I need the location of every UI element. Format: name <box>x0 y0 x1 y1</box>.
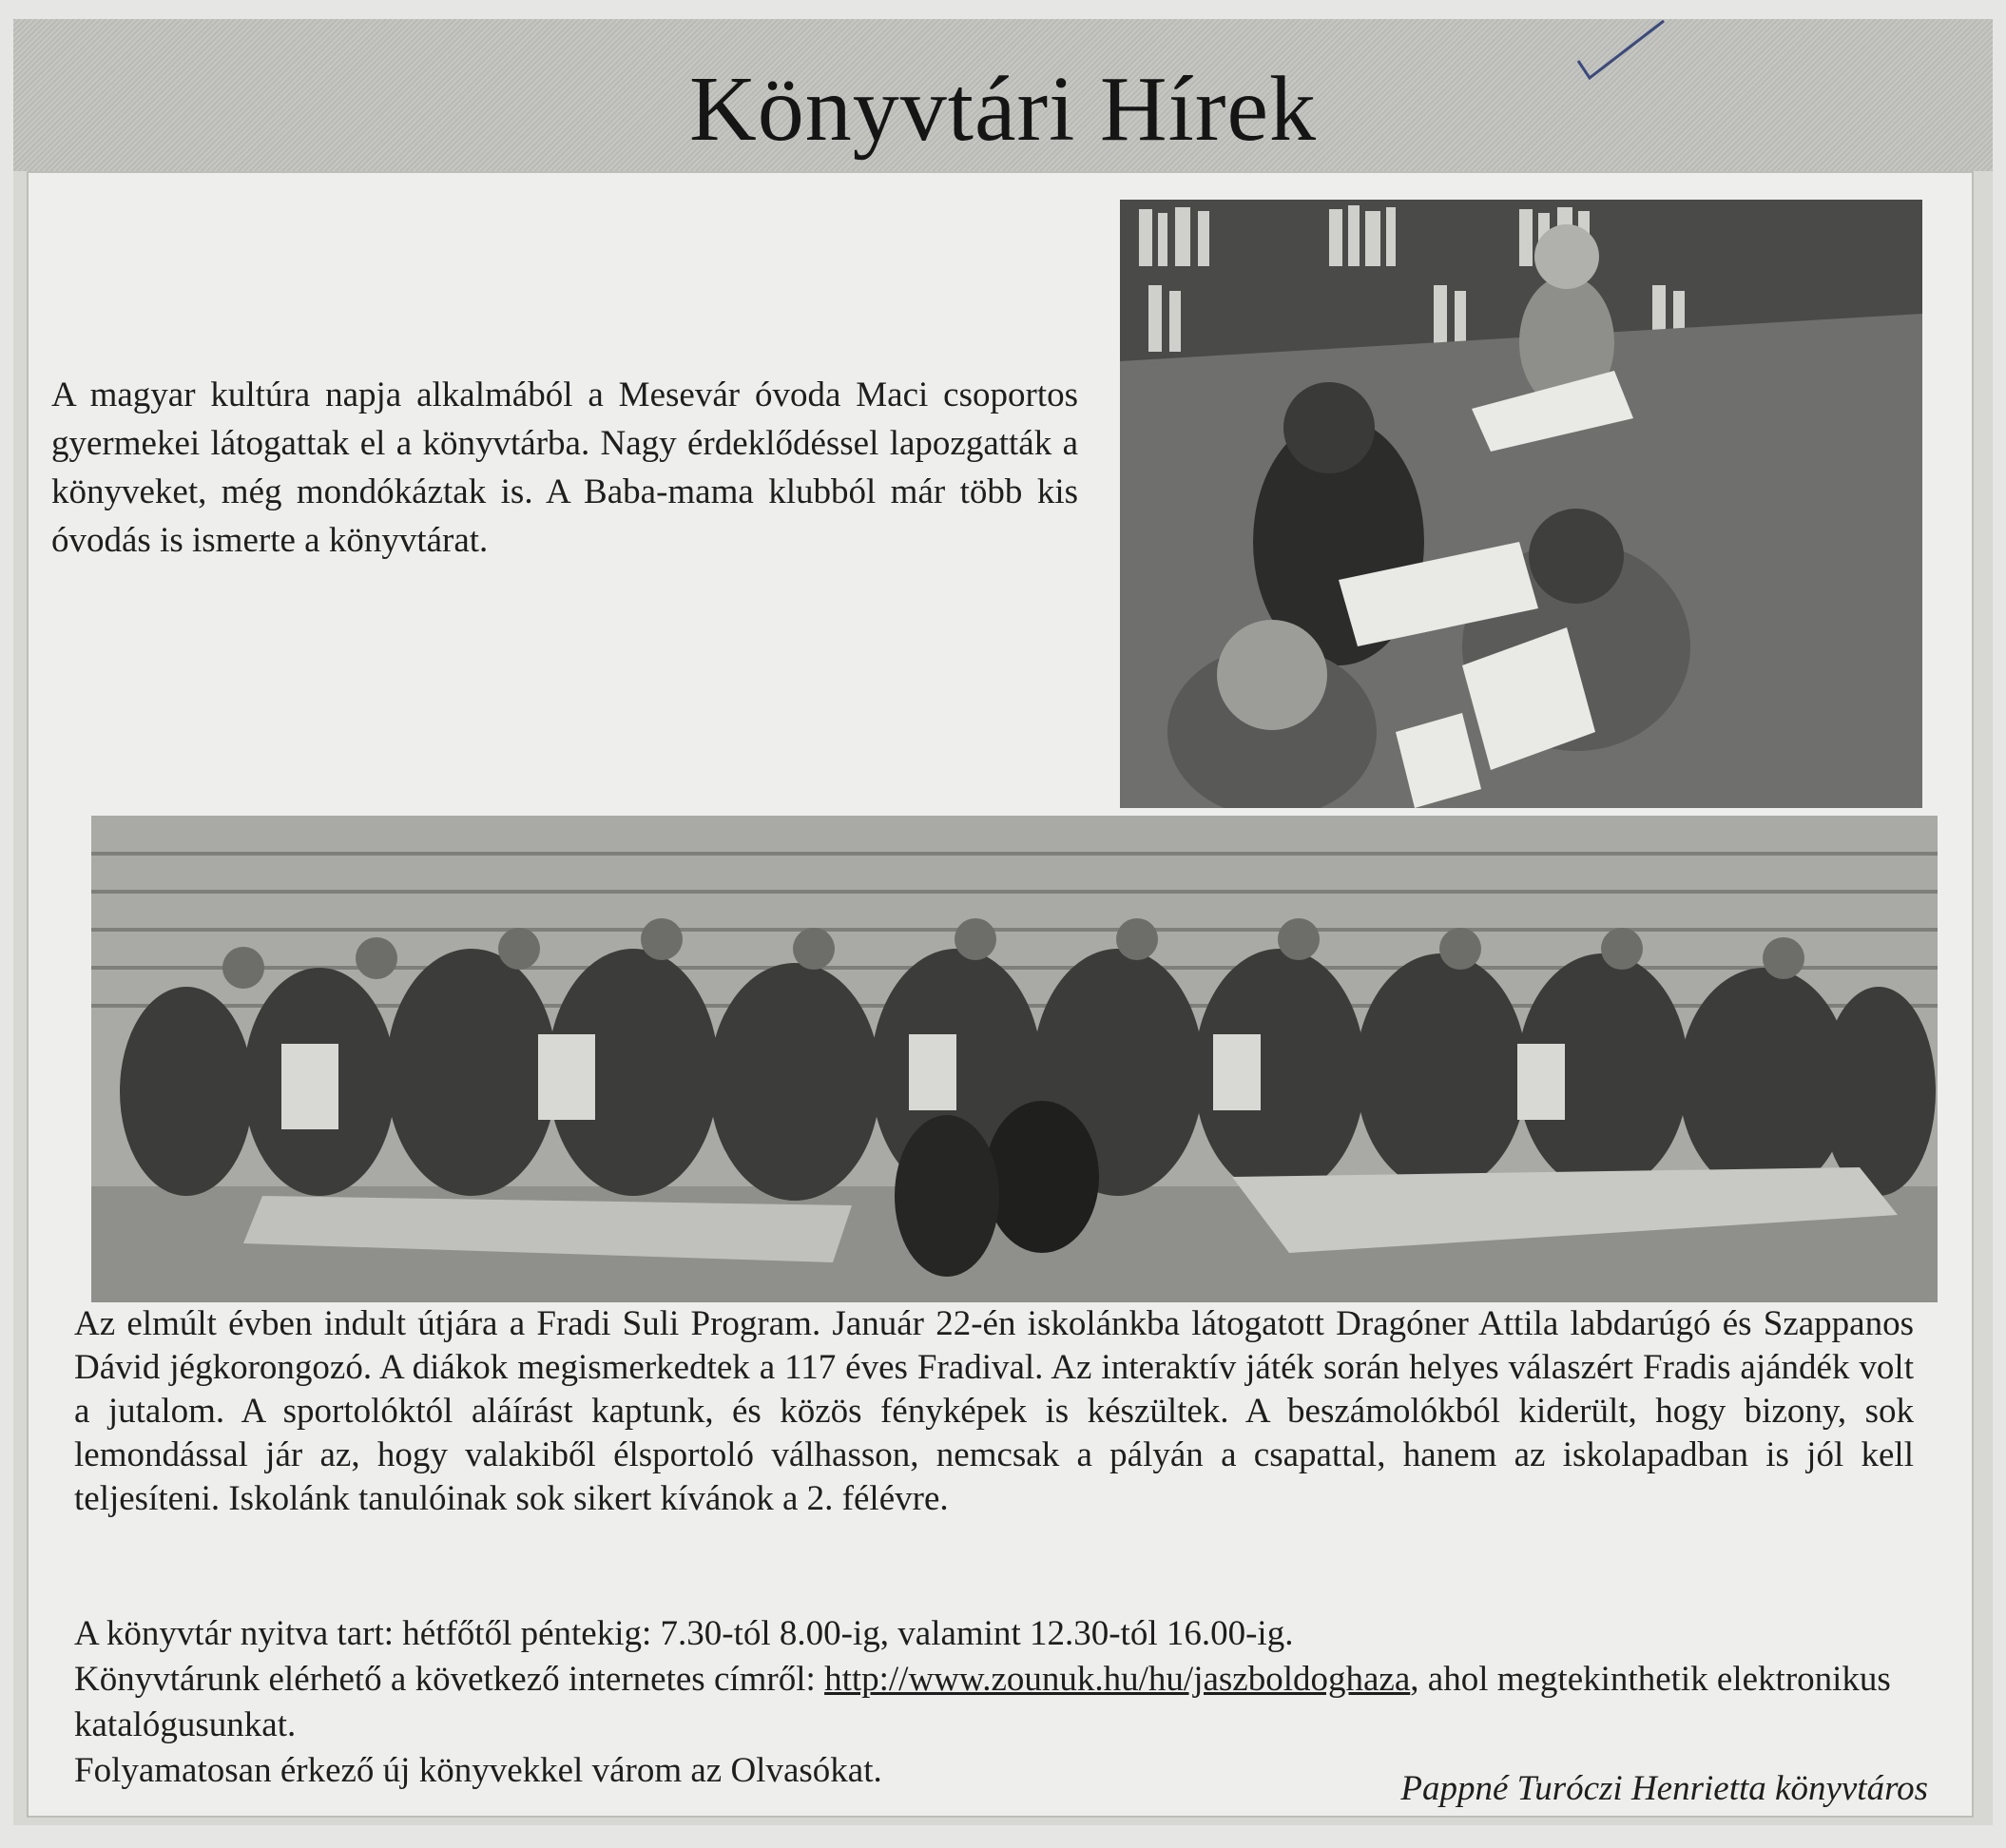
catalog-line <box>74 1657 1938 1748</box>
header-band <box>13 19 1993 171</box>
opening-hours: A könyvtár nyitva tart: hétfőtől péntekig: 7.30-tól 8.00-ig, valamint 12.30-tól 16.00-ig. <box>74 1614 1294 1653</box>
newsletter-page <box>13 19 1993 1825</box>
article-fradi-program: Az elmúlt évben indult útjára a Fradi Suli Program. Január 22-én iskolánkba látogatott Dragóner Attila labdarúgó és Szappanos Dávid jégkorongozó. A diákok megismerkedtek a 117 éves Fradival. Az interaktív játék során helyes válaszért Fradis ajándék volt a jutalom. A sportolóktól aláírást kaptunk, és közös fényképek is készültek. A beszámolókból kiderült, hogy bizony, sok lemondással jár az, hogy valakiből élsportoló válhasson, nemcsak a pályán a csapattal, hanem az iskolapadban is jól kell teljesíteni. Iskolánk tanulóinak sok sikert kívánok a 2. félévre. <box>74 1304 1914 1518</box>
page-title: Könyvtári Hírek <box>689 58 1317 161</box>
closing-line: Folyamatosan érkező új könyvekkel várom az Olvasókat. <box>74 1751 882 1790</box>
catalog-suffix: , ahol megtekinthetik elektronikus katalógusunkat. <box>74 1660 1891 1744</box>
library-children-photo <box>1120 200 1922 808</box>
catalog-link[interactable]: http://www.zounuk.hu/hu/jaszboldoghaza <box>824 1660 1411 1699</box>
pen-checkmark-icon <box>1572 19 1687 95</box>
signature: Pappné Turóczi Henrietta könyvtáros <box>1400 1769 1928 1808</box>
article-kindergarten-visit: A magyar kultúra napja alkalmából a Mesevár óvoda Maci csoportos gyermekei látogattak el a könyvtárba. Nagy érdeklődéssel lapozgatták a könyveket, még mondókáztak is. A Baba-mama klubból már több kis óvodás is ismerte a könyvtárat. <box>51 375 1078 560</box>
gym-group-photo <box>91 816 1938 1302</box>
catalog-prefix: Könyvtárunk elérhető a következő internetes címről: <box>74 1660 816 1699</box>
